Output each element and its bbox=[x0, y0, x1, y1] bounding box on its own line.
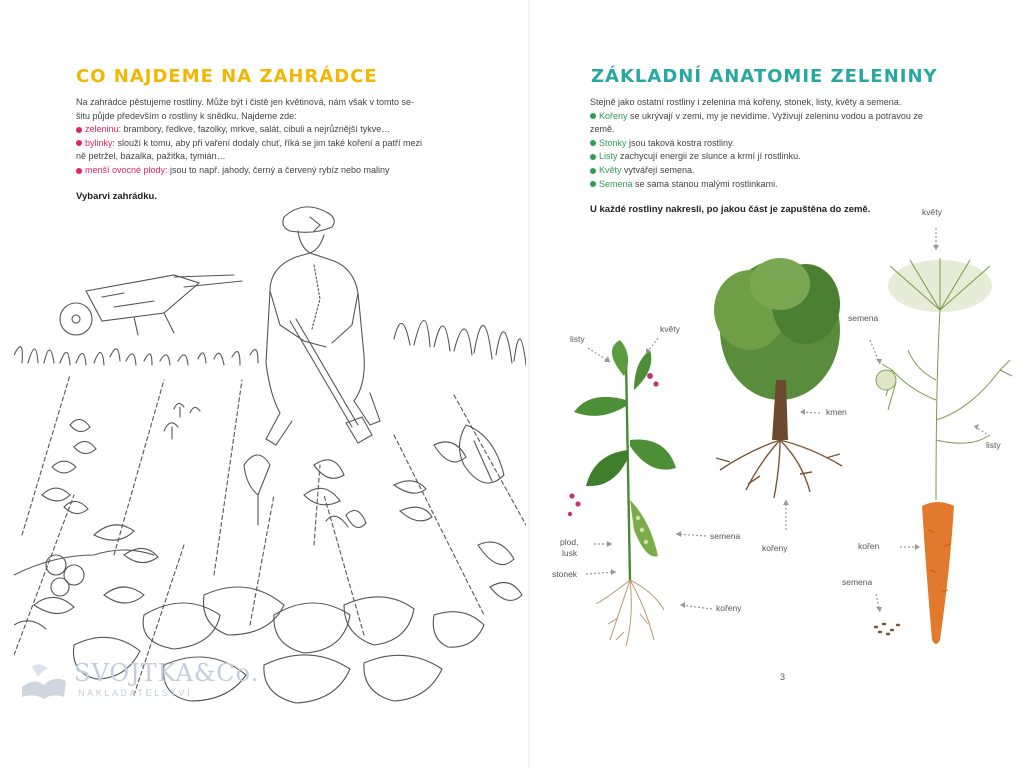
bullet-icon bbox=[76, 168, 82, 174]
bean-plant-illustration bbox=[568, 340, 676, 646]
label-bean-lusk: lusk bbox=[562, 548, 578, 558]
list-keyword: Kořeny bbox=[599, 110, 628, 121]
label-carrot-semena-top: semena bbox=[848, 313, 879, 323]
list-keyword: bylinky: bbox=[85, 137, 116, 148]
page-number: 3 bbox=[780, 672, 786, 682]
label-carrot-kvety: květy bbox=[922, 207, 942, 217]
label-bean-kvety: květy bbox=[660, 324, 680, 334]
bullet-icon bbox=[76, 140, 82, 146]
list-keyword: Listy bbox=[599, 151, 618, 162]
plant-anatomy-illustration bbox=[530, 200, 1024, 680]
list-item-continuation: ně petržel, bazalka, pažitka, tymián… bbox=[76, 151, 226, 162]
bullet-icon bbox=[590, 113, 596, 119]
list-item bbox=[76, 164, 476, 178]
label-carrot-semena-bottom: semena bbox=[842, 577, 873, 587]
list-keyword: menší ovocné plody: bbox=[85, 164, 168, 175]
label-bean-stonek: stonek bbox=[552, 569, 578, 579]
sprouts-drawing bbox=[42, 403, 522, 600]
grass-drawing bbox=[14, 320, 526, 365]
intro-line: šitu půjde především o rostliny k snědku. Najdeme zde: bbox=[76, 110, 297, 121]
label-bean-listy: listy bbox=[570, 334, 585, 344]
left-intro-paragraph bbox=[76, 96, 476, 178]
list-keyword: Stonky bbox=[599, 137, 627, 148]
garden-coloring-illustration bbox=[14, 195, 526, 705]
tomato-plant-drawing bbox=[14, 525, 158, 629]
carrot-illustration bbox=[874, 258, 1012, 644]
list-item bbox=[76, 137, 476, 151]
book-bird-icon bbox=[18, 657, 68, 701]
list-keyword: Květy bbox=[599, 164, 622, 175]
left-instruction: Vybarvi zahrádku. bbox=[76, 191, 157, 202]
list-item-continuation: země. bbox=[590, 124, 615, 135]
publisher-logo bbox=[18, 655, 260, 703]
gardener-drawing bbox=[266, 207, 380, 445]
label-carrot-koren: kořen bbox=[858, 541, 880, 551]
list-item bbox=[590, 137, 1000, 151]
intro-line: Stejně jako ostatní rostliny i zelenina má kořeny, stonek, listy, květy a semena. bbox=[590, 97, 902, 107]
label-tree-koreny: kořeny bbox=[762, 543, 788, 553]
list-text: jsou taková kostra rostliny. bbox=[626, 137, 735, 148]
right-intro-paragraph bbox=[590, 96, 1000, 191]
right-heading: ZÁKLADNÍ ANATOMIE ZELENINY bbox=[591, 66, 938, 87]
list-item bbox=[76, 123, 476, 137]
list-text: jsou to např. jahody, černý a červený rybíz nebo maliny bbox=[167, 164, 390, 175]
bullet-icon bbox=[590, 154, 596, 160]
label-bean-semena: semena bbox=[710, 531, 741, 541]
list-item bbox=[590, 178, 1000, 192]
list-item bbox=[590, 164, 1000, 178]
bullet-icon bbox=[590, 181, 596, 187]
list-text: zachycují energii ze slunce a krmí jí rostlinku. bbox=[617, 151, 801, 162]
bullet-icon bbox=[590, 168, 596, 174]
label-bean-plod: plod, bbox=[560, 537, 579, 547]
list-item bbox=[590, 150, 1000, 164]
publisher-name: SVOJTKA&Co. bbox=[74, 659, 260, 687]
list-text: slouží k tomu, aby při vaření dodaly chuť, říká se jim také koření a patří mezi bbox=[115, 137, 423, 148]
bullet-icon bbox=[590, 140, 596, 146]
publisher-subtitle: NAKLADATELSTVÍ bbox=[78, 688, 193, 698]
bullet-icon bbox=[76, 127, 82, 133]
list-item bbox=[590, 110, 1000, 124]
list-text: se ukrývají v zemi, my je nevidíme. Vyživují zeleninu vodou a potravou ze bbox=[627, 110, 923, 121]
wheelbarrow-drawing bbox=[60, 275, 242, 335]
left-heading: CO NAJDEME NA ZAHRÁDCE bbox=[76, 66, 378, 87]
tree-illustration bbox=[714, 258, 842, 498]
label-tree-kmen: kmen bbox=[826, 407, 847, 417]
intro-line: Na zahrádce pěstujeme rostliny. Může být i čistě jen květinová, nám však v tomto se- bbox=[76, 97, 414, 107]
list-text: vytvářejí semena. bbox=[621, 164, 695, 175]
list-keyword: Semena bbox=[599, 178, 633, 189]
right-instruction: U každé rostliny nakresli, po jakou část je zapuštěna do země. bbox=[590, 204, 871, 215]
list-text: brambory, ředkve, fazolky, mrkve, salát, cibuli a nejrůznější tykve… bbox=[121, 124, 391, 135]
list-keyword: zeleninu: bbox=[85, 124, 122, 135]
list-text: se sama stanou malými rostlinkami. bbox=[632, 178, 778, 189]
label-carrot-listy: listy bbox=[986, 440, 1001, 450]
label-bean-koreny: kořeny bbox=[716, 603, 742, 613]
right-page bbox=[530, 0, 1024, 768]
